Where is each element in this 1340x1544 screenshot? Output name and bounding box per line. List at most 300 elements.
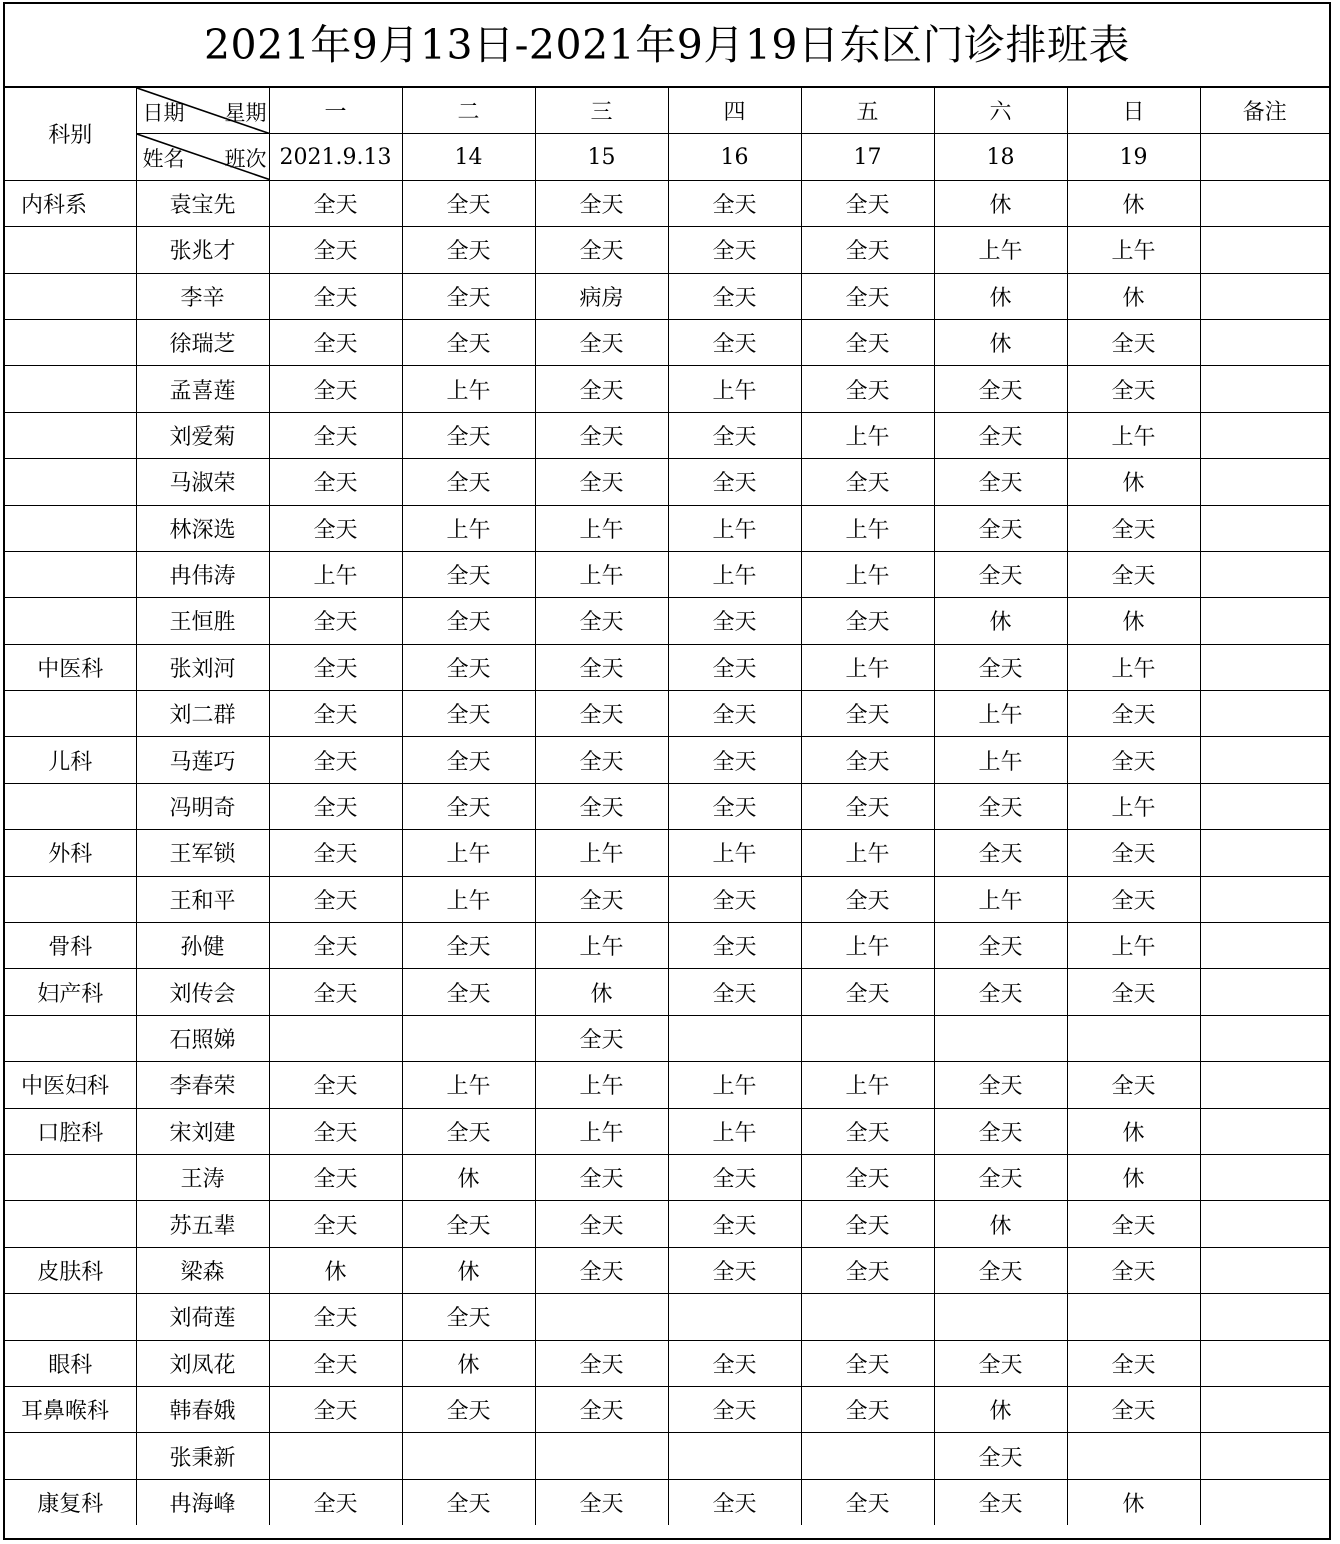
shift-cell: 休 [535,969,668,1015]
note-cell [1200,691,1329,737]
shift-cell: 全天 [402,969,535,1015]
dept-cell [5,783,136,829]
shift-cell: 上午 [1067,644,1200,690]
shift-cell: 全天 [801,691,934,737]
note-cell [1200,1433,1329,1479]
shift-cell: 全天 [934,1479,1067,1525]
shift-cell [668,1015,801,1061]
shift-cell: 上午 [402,876,535,922]
shift-cell: 上午 [535,1062,668,1108]
shift-cell: 全天 [668,1386,801,1432]
dept-cell [5,1294,136,1340]
shift-cell: 全天 [1067,691,1200,737]
shift-cell: 全天 [934,1062,1067,1108]
shift-cell: 全天 [269,1154,402,1200]
shift-cell: 全天 [668,923,801,969]
table-row [5,319,1329,365]
note-cell [1200,412,1329,458]
shift-cell [934,1294,1067,1340]
table-row [5,412,1329,458]
weekday-header: 三 [535,88,668,134]
name-cell: 张刘河 [136,644,269,690]
shift-cell: 全天 [402,1201,535,1247]
shift-cell: 全天 [535,1247,668,1293]
shift-cell: 全天 [269,227,402,273]
shift-cell: 全天 [668,876,801,922]
table-row [5,830,1329,876]
name-cell: 王军锁 [136,830,269,876]
shift-cell: 全天 [801,180,934,226]
shift-cell: 全天 [934,505,1067,551]
shift-cell: 全天 [934,644,1067,690]
sheet-title: 2021年9月13日-2021年9月19日东区门诊排班表 [5,4,1329,88]
shift-cell: 上午 [668,1062,801,1108]
weekday-header: 五 [801,88,934,134]
shift-cell [1067,1015,1200,1061]
table-row [5,737,1329,783]
dept-cell [5,505,136,551]
shift-cell: 全天 [934,1433,1067,1479]
table-row [5,366,1329,412]
note-cell [1200,737,1329,783]
shift-cell: 全天 [934,1108,1067,1154]
dept-cell: 中医妇科 [5,1062,136,1108]
note-cell [1200,644,1329,690]
name-cell: 孟喜莲 [136,366,269,412]
shift-cell: 全天 [535,1386,668,1432]
table-row [5,691,1329,737]
shift-cell: 全天 [934,412,1067,458]
note-cell [1200,969,1329,1015]
shift-cell: 上午 [801,1062,934,1108]
table-row [5,1386,1329,1432]
shift-cell: 全天 [269,691,402,737]
shift-cell: 全天 [934,366,1067,412]
note-cell [1200,1479,1329,1525]
shift-cell: 全天 [934,459,1067,505]
shift-cell: 全天 [402,691,535,737]
shift-cell: 上午 [668,551,801,597]
shift-cell: 全天 [535,1201,668,1247]
shift-cell: 全天 [402,227,535,273]
shift-cell: 上午 [668,366,801,412]
name-cell: 刘二群 [136,691,269,737]
shift-cell: 全天 [1067,505,1200,551]
shift-cell: 上午 [1067,923,1200,969]
shift-cell: 全天 [269,1201,402,1247]
shift-cell: 全天 [801,273,934,319]
dept-cell [5,412,136,458]
shift-cell: 全天 [402,1386,535,1432]
shift-cell: 全天 [668,180,801,226]
shift-cell: 全天 [402,737,535,783]
dept-cell: 康复科 [5,1479,136,1525]
shift-cell: 全天 [535,644,668,690]
shift-cell: 全天 [269,876,402,922]
note-cell [1200,1386,1329,1432]
table-row [5,1433,1329,1479]
shift-cell: 全天 [1067,830,1200,876]
shift-cell: 上午 [668,505,801,551]
table-row [5,551,1329,597]
shift-cell: 全天 [269,366,402,412]
shift-cell: 全天 [801,783,934,829]
name-cell: 刘荷莲 [136,1294,269,1340]
note-cell [1200,1340,1329,1386]
shift-cell: 全天 [668,1479,801,1525]
shift-cell: 上午 [934,737,1067,783]
shift-cell: 全天 [801,227,934,273]
name-cell: 袁宝先 [136,180,269,226]
table-row [5,644,1329,690]
name-cell: 李辛 [136,273,269,319]
shift-cell: 全天 [269,412,402,458]
dept-header: 科别 [5,88,136,180]
shift-cell [535,1433,668,1479]
shift-cell: 全天 [668,598,801,644]
shift-cell: 病房 [535,273,668,319]
shift-cell: 休 [1067,1108,1200,1154]
shift-cell: 全天 [1067,737,1200,783]
shift-cell: 全天 [402,598,535,644]
shift-cell: 全天 [801,1201,934,1247]
shift-cell [402,1433,535,1479]
shift-cell: 全天 [269,598,402,644]
table-row [5,1154,1329,1200]
shift-cell: 全天 [535,366,668,412]
shift-cell: 全天 [801,366,934,412]
dept-cell: 内科系 [5,180,136,226]
shift-cell: 上午 [1067,783,1200,829]
dept-cell: 骨科 [5,923,136,969]
note-cell [1200,923,1329,969]
note-cell [1200,505,1329,551]
shift-cell: 全天 [535,412,668,458]
shift-cell: 全天 [801,876,934,922]
date-header: 19 [1067,134,1200,180]
shift-cell: 全天 [1067,1247,1200,1293]
shift-cell: 全天 [402,644,535,690]
dept-cell: 皮肤科 [5,1247,136,1293]
shift-cell [801,1433,934,1479]
shift-cell: 全天 [934,1340,1067,1386]
shift-cell: 上午 [535,1108,668,1154]
shift-cell: 上午 [402,505,535,551]
shift-cell [402,1015,535,1061]
shift-cell: 全天 [801,1154,934,1200]
note-cell [1200,366,1329,412]
name-cell: 宋刘建 [136,1108,269,1154]
date-header: 15 [535,134,668,180]
shift-cell: 上午 [934,227,1067,273]
name-shift-header [136,134,269,180]
dept-cell [5,1201,136,1247]
shift-cell: 上午 [402,366,535,412]
name-cell: 石照娣 [136,1015,269,1061]
shift-cell: 全天 [668,1247,801,1293]
shift-cell: 全天 [535,1154,668,1200]
shift-cell: 休 [934,1201,1067,1247]
shift-cell: 全天 [269,1340,402,1386]
shift-cell: 全天 [668,273,801,319]
dept-cell [5,598,136,644]
shift-cell: 全天 [402,1294,535,1340]
shift-cell: 全天 [801,1386,934,1432]
table-row [5,1108,1329,1154]
shift-cell: 休 [1067,180,1200,226]
dept-cell: 眼科 [5,1340,136,1386]
dept-cell [5,319,136,365]
shift-cell: 上午 [801,923,934,969]
shift-cell: 全天 [269,1108,402,1154]
shift-cell: 全天 [668,1154,801,1200]
dept-cell [5,1433,136,1479]
weekday-header: 二 [402,88,535,134]
dept-cell [5,459,136,505]
shift-cell: 上午 [801,644,934,690]
name-cell: 林深选 [136,505,269,551]
name-cell: 刘传会 [136,969,269,1015]
name-label: 姓名 [142,147,185,172]
name-cell: 苏五辈 [136,1201,269,1247]
dept-cell: 外科 [5,830,136,876]
shift-cell: 全天 [269,319,402,365]
table-row [5,1340,1329,1386]
table-row [5,227,1329,273]
note-cell [1200,1015,1329,1061]
table-row [5,876,1329,922]
table-row [5,1015,1329,1061]
dept-cell [5,876,136,922]
shift-cell: 全天 [1067,319,1200,365]
name-cell: 张秉新 [136,1433,269,1479]
name-cell: 刘凤花 [136,1340,269,1386]
note-cell [1200,227,1329,273]
shift-cell: 全天 [269,737,402,783]
shift-cell: 全天 [668,1340,801,1386]
table-row [5,273,1329,319]
shift-cell: 休 [1067,273,1200,319]
note-cell [1200,598,1329,644]
shift-cell: 全天 [402,180,535,226]
dept-cell [5,1154,136,1200]
dept-cell: 耳鼻喉科 [5,1386,136,1432]
dept-cell [5,551,136,597]
shift-cell: 全天 [668,783,801,829]
shift-cell: 休 [402,1154,535,1200]
shift-cell: 全天 [269,459,402,505]
shift-cell: 上午 [668,1108,801,1154]
schedule-table [5,88,1329,1525]
table-row [5,180,1329,226]
shift-cell: 全天 [535,459,668,505]
table-row [5,783,1329,829]
shift-cell: 全天 [402,273,535,319]
shift-cell: 全天 [535,691,668,737]
shift-cell: 全天 [668,227,801,273]
shift-cell: 上午 [934,876,1067,922]
table-row [5,1294,1329,1340]
shift-cell: 休 [1067,598,1200,644]
shift-cell: 全天 [801,1340,934,1386]
shift-cell: 休 [402,1247,535,1293]
shift-cell: 全天 [934,923,1067,969]
shift-cell: 全天 [801,459,934,505]
shift-cell: 休 [934,1386,1067,1432]
name-cell: 刘爱菊 [136,412,269,458]
dept-cell: 儿科 [5,737,136,783]
shift-cell: 全天 [668,737,801,783]
name-cell: 冉海峰 [136,1479,269,1525]
note-cell [1200,783,1329,829]
shift-cell [535,1294,668,1340]
shift-cell: 全天 [1067,1386,1200,1432]
shift-cell: 上午 [269,551,402,597]
date-header: 2021.9.13 [269,134,402,180]
shift-cell: 全天 [402,412,535,458]
shift-cell: 全天 [535,227,668,273]
shift-cell: 全天 [801,1247,934,1293]
shift-cell: 全天 [1067,1062,1200,1108]
table-row [5,459,1329,505]
shift-cell: 全天 [801,969,934,1015]
name-cell: 张兆才 [136,227,269,273]
shift-cell: 全天 [402,923,535,969]
note-cell [1200,459,1329,505]
date-header: 16 [668,134,801,180]
shift-cell: 全天 [269,783,402,829]
shift-cell: 全天 [535,737,668,783]
note-cell [1200,830,1329,876]
shift-cell: 休 [269,1247,402,1293]
shift-cell: 休 [934,180,1067,226]
shift-cell: 休 [1067,459,1200,505]
dept-cell: 中医科 [5,644,136,690]
date-header: 18 [934,134,1067,180]
table-row [5,1201,1329,1247]
shift-cell: 全天 [801,319,934,365]
shift-cell: 全天 [535,1479,668,1525]
shift-cell: 全天 [269,969,402,1015]
shift-cell: 全天 [1067,366,1200,412]
shift-cell: 全天 [668,644,801,690]
shift-cell: 全天 [402,551,535,597]
name-cell: 马淑荣 [136,459,269,505]
shift-cell [1067,1433,1200,1479]
shift-cell [934,1015,1067,1061]
note-cell [1200,180,1329,226]
schedule-sheet [3,2,1331,1540]
name-cell: 王和平 [136,876,269,922]
shift-cell: 上午 [934,691,1067,737]
shift-cell [801,1015,934,1061]
weekday-header: 一 [269,88,402,134]
dept-cell [5,273,136,319]
shift-cell: 全天 [934,969,1067,1015]
shift-cell: 全天 [1067,1340,1200,1386]
shift-cell: 全天 [535,598,668,644]
dept-cell [5,366,136,412]
note-cell [1200,273,1329,319]
name-cell: 徐瑞芝 [136,319,269,365]
shift-cell: 休 [934,273,1067,319]
shift-cell: 上午 [801,830,934,876]
shift-cell [668,1294,801,1340]
note-cell [1200,1108,1329,1154]
notes-date-cell [1200,134,1329,180]
shift-cell: 全天 [801,1108,934,1154]
date-weekday-header [136,88,269,134]
name-cell: 王恒胜 [136,598,269,644]
name-cell: 冉伟涛 [136,551,269,597]
date-label: 日期 [142,101,185,125]
note-cell [1200,876,1329,922]
shift-cell: 上午 [402,1062,535,1108]
shift-cell: 全天 [269,1479,402,1525]
shift-cell: 休 [402,1340,535,1386]
shift-cell: 全天 [269,505,402,551]
shift-cell: 全天 [535,1015,668,1061]
shift-cell: 休 [1067,1479,1200,1525]
shift-cell: 上午 [535,830,668,876]
shift-cell: 上午 [801,551,934,597]
shift-cell: 全天 [668,412,801,458]
dept-cell [5,691,136,737]
shift-cell: 全天 [269,1294,402,1340]
shift-cell: 全天 [535,783,668,829]
shift-cell: 全天 [1067,1201,1200,1247]
shift-cell: 全天 [801,737,934,783]
shift-cell: 全天 [402,459,535,505]
shift-cell: 全天 [269,830,402,876]
shift-cell: 全天 [934,830,1067,876]
table-row [5,1062,1329,1108]
shift-cell: 上午 [402,830,535,876]
shift-cell: 休 [1067,1154,1200,1200]
shift-cell: 全天 [269,1062,402,1108]
note-cell [1200,1201,1329,1247]
dept-cell [5,1015,136,1061]
table-row [5,1479,1329,1525]
shift-cell: 上午 [668,830,801,876]
shift-cell: 全天 [668,969,801,1015]
shift-cell [668,1433,801,1479]
shift-cell: 全天 [402,319,535,365]
shift-cell: 全天 [1067,876,1200,922]
shift-cell: 全天 [535,319,668,365]
shift-cell: 全天 [402,1479,535,1525]
name-cell: 孙健 [136,923,269,969]
shift-cell: 全天 [269,273,402,319]
dept-cell: 妇产科 [5,969,136,1015]
shift-cell: 全天 [535,876,668,922]
shift-cell: 全天 [1067,969,1200,1015]
shift-cell: 上午 [801,505,934,551]
note-cell [1200,1294,1329,1340]
shift-cell: 全天 [934,551,1067,597]
shift-cell: 上午 [535,551,668,597]
table-row [5,923,1329,969]
shift-cell: 休 [934,319,1067,365]
shift-cell: 全天 [668,691,801,737]
weekday-label: 星期 [224,101,267,125]
weekday-header: 六 [934,88,1067,134]
shift-cell: 全天 [801,1479,934,1525]
date-header: 14 [402,134,535,180]
shift-cell [801,1294,934,1340]
shift-cell: 上午 [535,923,668,969]
note-cell [1200,1247,1329,1293]
